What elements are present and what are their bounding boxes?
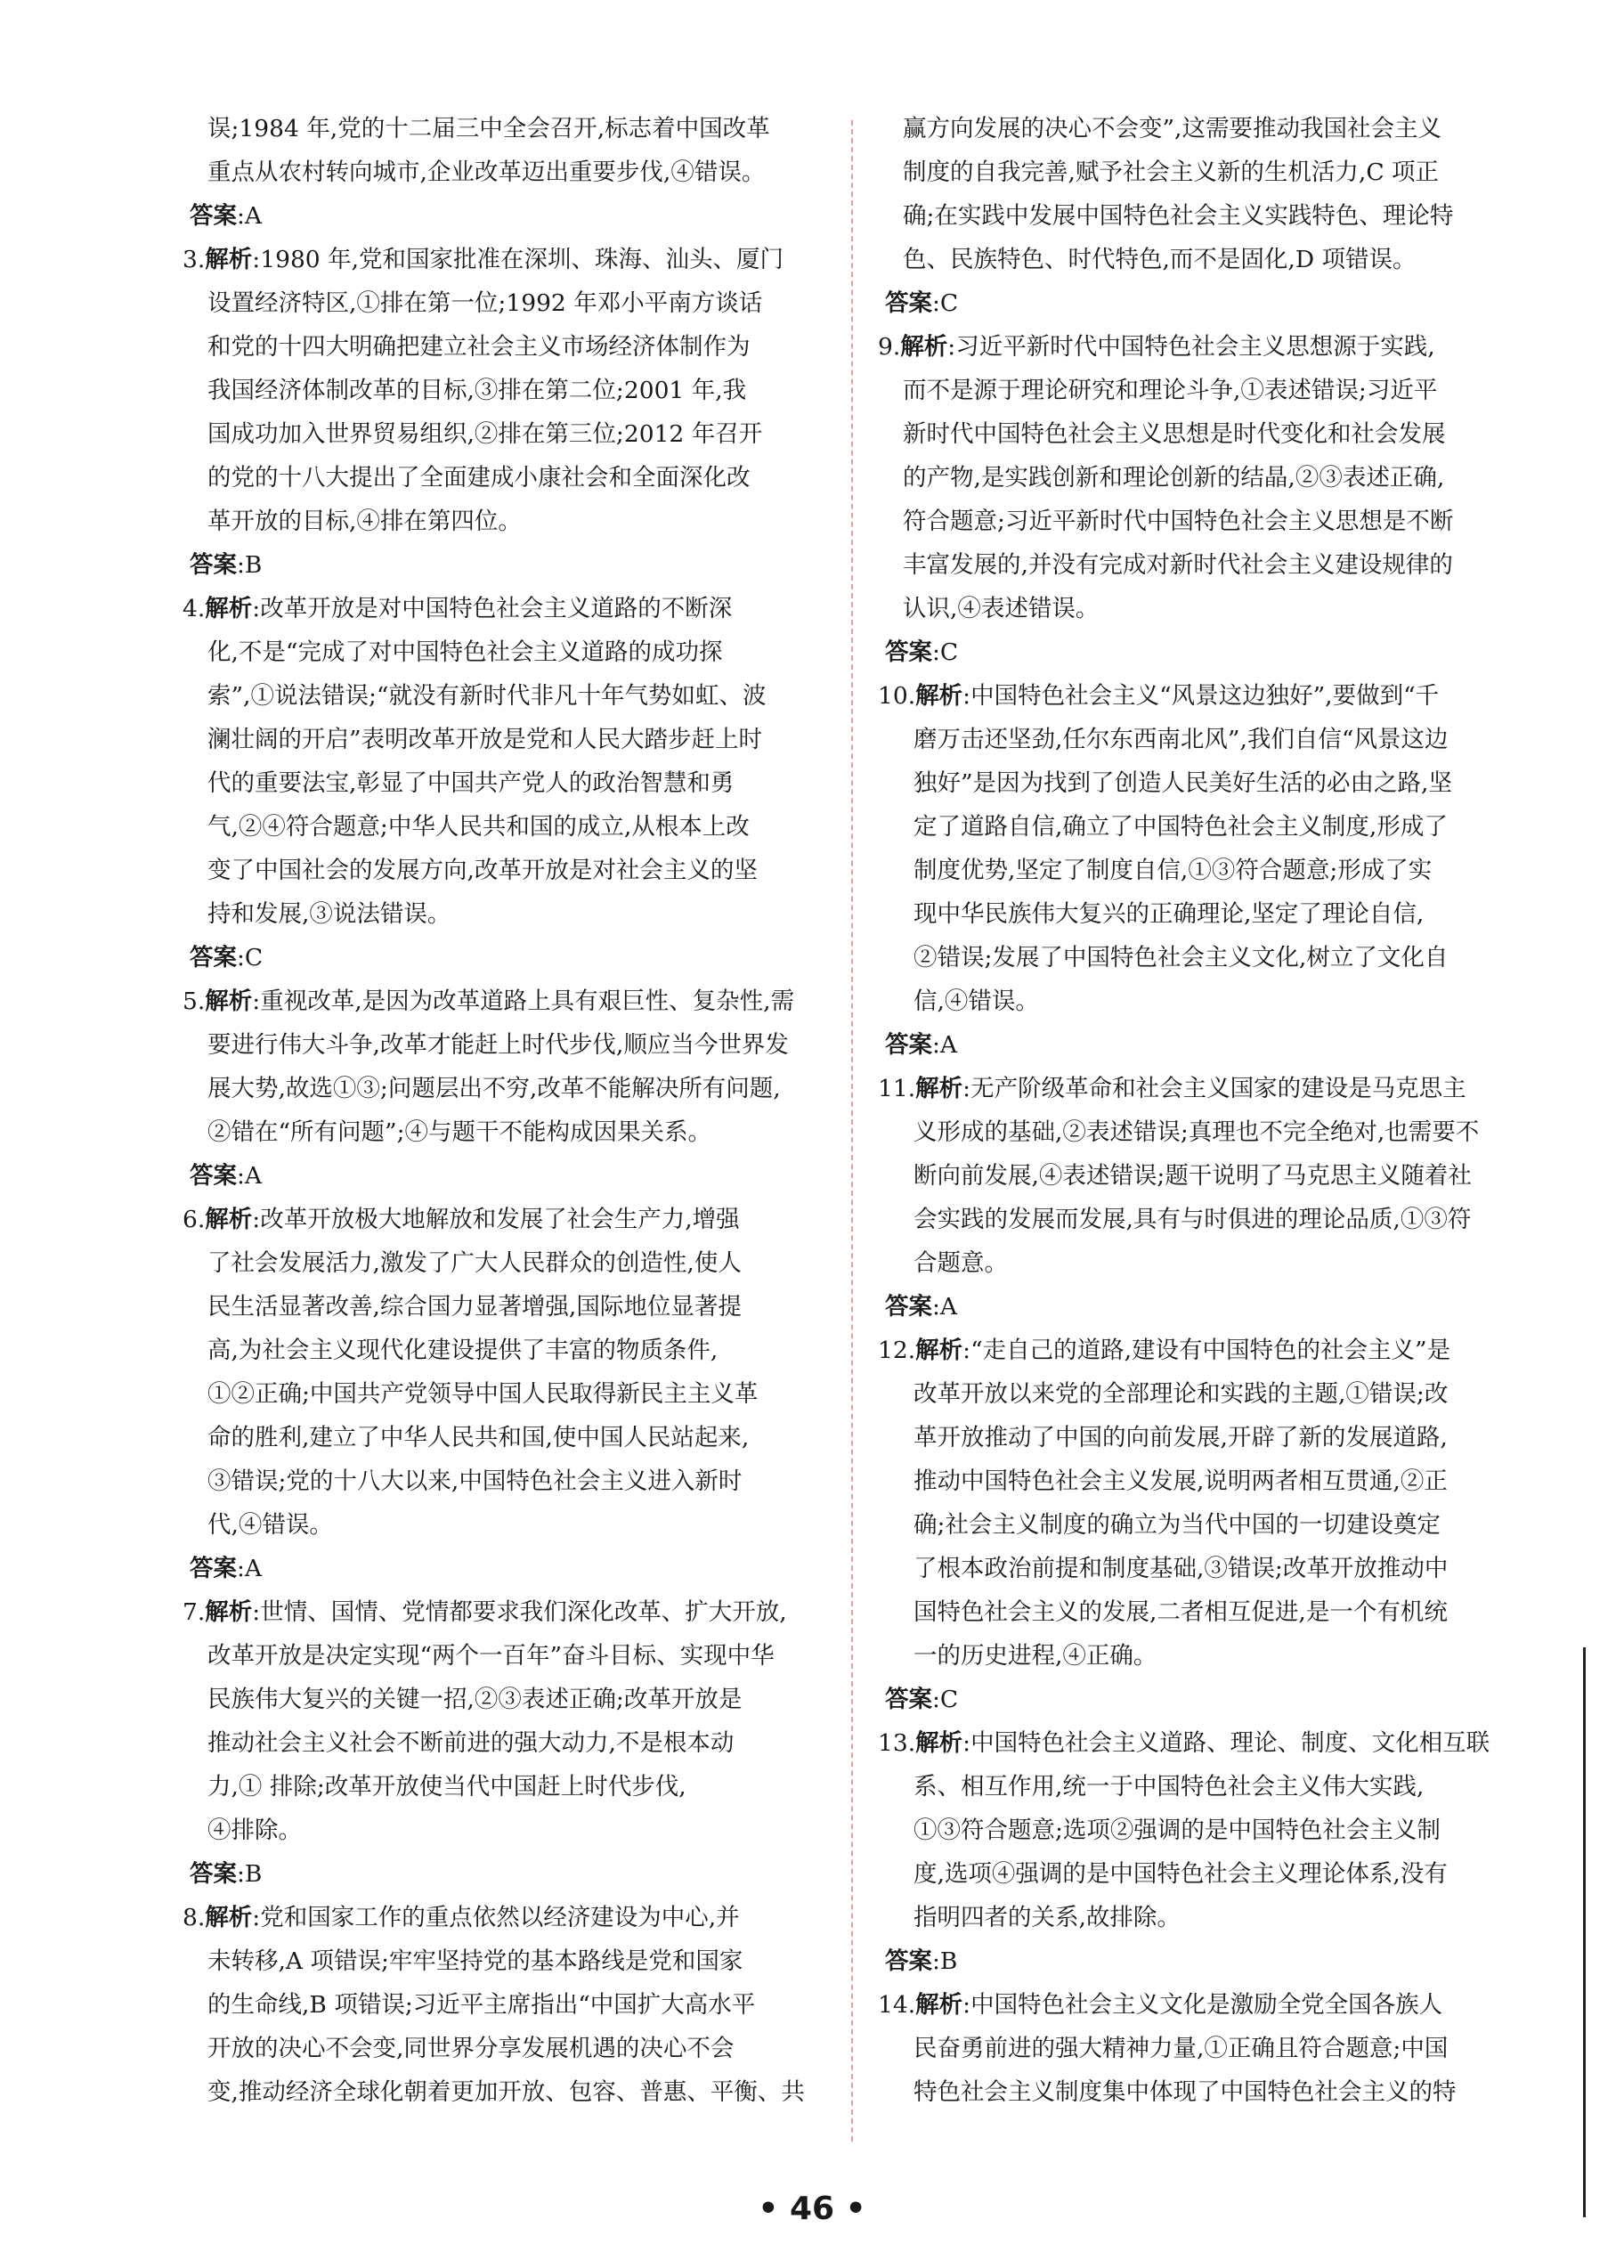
- line-text: 确;在实践中发展中国特色社会主义实践特色、理论特: [903, 202, 1454, 230]
- text-line: [183, 1765, 829, 1809]
- explanation-label: 解析: [205, 1206, 253, 1233]
- text-line: [878, 587, 1506, 630]
- text-line: [183, 849, 829, 892]
- text-line: [878, 849, 1506, 892]
- line-text: 民奋勇前进的强大精神力量,①正确且符合题意;中国: [914, 2035, 1449, 2062]
- line-text: 推动中国特色社会主义发展,说明两者相互贯通,②正: [914, 1467, 1448, 1495]
- answer-line: [183, 194, 829, 238]
- line-text: 力,① 排除;改革开放使当代中国赶上时代步伐,: [207, 1773, 686, 1801]
- question-explanation-start: [183, 1198, 829, 1241]
- text-line: [878, 805, 1506, 849]
- line-text: :改革开放极大地解放和发展了社会生产力,增强: [252, 1206, 740, 1233]
- explanation-label: 解析: [205, 595, 253, 622]
- answer-line: [183, 543, 829, 587]
- line-text: :1980 年,党和国家批准在深圳、珠海、汕头、厦门: [252, 246, 784, 273]
- text-line: [878, 1241, 1506, 1285]
- line-text: 新时代中国特色社会主义思想是时代变化和社会发展: [903, 420, 1446, 448]
- line-text: 变了中国社会的发展方向,改革开放是对社会主义的坚: [207, 857, 758, 884]
- question-explanation-start: [183, 1590, 829, 1634]
- answer-value: :A: [237, 1555, 263, 1582]
- text-line: [878, 1590, 1506, 1634]
- left-column: [183, 107, 829, 2114]
- text-line: [183, 500, 829, 543]
- line-text: ②错在“所有问题”;④与题干不能构成因果关系。: [207, 1118, 712, 1146]
- text-line: [183, 1939, 829, 1983]
- text-line: [183, 1721, 829, 1765]
- text-line: [878, 1765, 1506, 1809]
- answer-label: 答案: [190, 1860, 237, 1888]
- text-line: [878, 369, 1506, 412]
- answer-line: [183, 1852, 829, 1896]
- text-line: [878, 718, 1506, 761]
- line-text: 设置经济特区,①排在第一位;1992 年邓小平南方谈话: [207, 289, 763, 317]
- text-line: [878, 761, 1506, 805]
- line-text: ②错误;发展了中国特色社会主义文化,树立了文化自: [914, 944, 1449, 971]
- answer-line: [878, 1939, 1506, 1983]
- question-explanation-start: [183, 238, 829, 281]
- text-line: [183, 412, 829, 456]
- text-line: [878, 500, 1506, 543]
- text-line: [183, 325, 829, 369]
- line-text: 化,不是“完成了对中国特色社会主义道路的成功探: [207, 638, 723, 666]
- line-text: :中国特色社会主义“风景这边独好”,要做到“千: [962, 682, 1440, 710]
- line-text: :中国特色社会主义道路、理论、制度、文化相互联: [962, 1729, 1490, 1757]
- text-line: [878, 456, 1506, 500]
- text-line: [878, 936, 1506, 980]
- line-text: 气,②④符合题意;中华人民共和国的成立,从根本上改: [207, 813, 750, 841]
- text-line: [183, 1983, 829, 2027]
- line-text: 的产物,是实践创新和理论创新的结晶,②③表述正确,: [903, 464, 1445, 492]
- question-number: 6.: [183, 1206, 206, 1233]
- answer-line: [878, 630, 1506, 674]
- line-text: :“走自己的道路,建设有中国特色的社会主义”是: [962, 1337, 1451, 1364]
- text-line: [183, 150, 829, 194]
- question-explanation-start: [878, 325, 1506, 369]
- text-line: [183, 1634, 829, 1678]
- text-line: [183, 718, 829, 761]
- line-text: 革开放推动了中国的向前发展,开辟了新的发展道路,: [914, 1424, 1448, 1451]
- line-text: 系、相互作用,统一于中国特色社会主义伟大实践,: [914, 1773, 1425, 1801]
- line-text: 断向前发展,④表述错误;题干说明了马克思主义随着社: [914, 1162, 1472, 1190]
- question-number: 12.: [878, 1337, 916, 1364]
- text-line: [878, 980, 1506, 1023]
- question-number: 9.: [878, 333, 901, 361]
- text-line: [878, 150, 1506, 194]
- line-text: ③错误;党的十八大以来,中国特色社会主义进入新时: [207, 1467, 743, 1495]
- question-explanation-start: [878, 1721, 1506, 1765]
- line-text: 义形成的基础,②表述错误;真理也不完全绝对,也需要不: [914, 1118, 1480, 1146]
- line-text: 了社会发展活力,激发了广大人民群众的创造性,使人: [207, 1249, 742, 1277]
- text-line: [878, 194, 1506, 238]
- answer-label: 答案: [190, 202, 237, 230]
- text-line: [878, 1198, 1506, 1241]
- text-line: [183, 1023, 829, 1067]
- column-divider: [851, 120, 853, 2142]
- answer-label: 答案: [190, 944, 237, 971]
- line-text: 的党的十八大提出了全面建成小康社会和全面深化改: [207, 464, 751, 492]
- line-text: 一的历史进程,④正确。: [914, 1642, 1157, 1670]
- question-explanation-start: [183, 980, 829, 1023]
- answer-value: :C: [932, 638, 959, 666]
- line-text: :世情、国情、党情都要求我们深化改革、扩大开放,: [252, 1598, 787, 1626]
- line-text: 特色社会主义制度集中体现了中国特色社会主义的特: [914, 2078, 1457, 2106]
- answer-value: :A: [237, 1162, 263, 1190]
- line-text: :重视改革,是因为改革道路上具有艰巨性、复杂性,需: [252, 988, 795, 1015]
- text-line: [878, 543, 1506, 587]
- line-text: 误;1984 年,党的十二届三中全会召开,标志着中国改革: [207, 115, 770, 142]
- line-text: :改革开放是对中国特色社会主义道路的不断深: [252, 595, 733, 622]
- text-line: [183, 674, 829, 718]
- line-text: 现中华民族伟大复兴的正确理论,坚定了理论自信,: [914, 900, 1425, 928]
- line-text: 指明四者的关系,故排除。: [914, 1904, 1181, 1931]
- line-text: 合题意。: [914, 1249, 1008, 1277]
- line-text: 定了道路自信,确立了中国特色社会主义制度,形成了: [914, 813, 1448, 841]
- line-text: 确;社会主义制度的确立为当代中国的一切建设奠定: [914, 1511, 1441, 1539]
- line-text: 国特色社会主义的发展,二者相互促进,是一个有机统: [914, 1598, 1448, 1626]
- question-number: 10.: [878, 682, 916, 710]
- answer-line: [183, 936, 829, 980]
- line-text: 色、民族特色、时代特色,而不是固化,D 项错误。: [903, 246, 1417, 273]
- line-text: 民生活显著改善,综合国力显著增强,国际地位显著提: [207, 1293, 742, 1321]
- line-text: 民族伟大复兴的关键一招,②③表述正确;改革开放是: [207, 1686, 743, 1713]
- question-number: 11.: [878, 1075, 916, 1102]
- answer-value: :A: [932, 1031, 958, 1059]
- text-line: [183, 2027, 829, 2070]
- text-line: [183, 1459, 829, 1503]
- explanation-label: 解析: [915, 1337, 963, 1364]
- answer-label: 答案: [885, 638, 932, 666]
- answer-label: 答案: [190, 1555, 237, 1582]
- explanation-label: 解析: [915, 1075, 963, 1102]
- line-text: ④排除。: [207, 1817, 302, 1844]
- text-line: [878, 238, 1506, 281]
- text-line: [183, 107, 829, 150]
- line-text: 制度优势,坚定了制度自信,①③符合题意;形成了实: [914, 857, 1433, 884]
- line-text: 持和发展,③说法错误。: [207, 900, 451, 928]
- question-number: 5.: [183, 988, 206, 1015]
- question-number: 13.: [878, 1729, 916, 1757]
- text-line: [878, 1416, 1506, 1459]
- line-text: 信,④错误。: [914, 988, 1039, 1015]
- line-text: 革开放的目标,④排在第四位。: [207, 508, 522, 535]
- answer-label: 答案: [885, 1686, 932, 1713]
- answer-line: [183, 1154, 829, 1198]
- question-number: 14.: [878, 1991, 916, 2019]
- text-line: [183, 1809, 829, 1852]
- text-line: [878, 1809, 1506, 1852]
- question-explanation-start: [878, 1329, 1506, 1372]
- line-text: 国成功加入世界贸易组织,②排在第三位;2012 年召开: [207, 420, 763, 448]
- text-line: [183, 369, 829, 412]
- text-line: [183, 761, 829, 805]
- line-text: ①②正确;中国共产党领导中国人民取得新民主主义革: [207, 1380, 759, 1408]
- line-text: 而不是源于理论研究和理论斗争,①表述错误;习近平: [903, 377, 1438, 404]
- text-line: [878, 1110, 1506, 1154]
- line-text: 和党的十四大明确把建立社会主义市场经济体制作为: [207, 333, 751, 361]
- line-text: 的生命线,B 项错误;习近平主席指出“中国扩大高水平: [207, 1991, 756, 2019]
- explanation-label: 解析: [900, 333, 948, 361]
- question-explanation-start: [878, 1067, 1506, 1110]
- question-number: 4.: [183, 595, 206, 622]
- text-line: [183, 892, 829, 936]
- page-edge-line: [1583, 1647, 1586, 2217]
- text-line: [183, 2070, 829, 2114]
- question-number: 7.: [183, 1598, 206, 1626]
- text-line: [878, 412, 1506, 456]
- page-number: • 46 •: [758, 2191, 866, 2227]
- answer-value: :A: [932, 1293, 958, 1321]
- line-text: :习近平新时代中国特色社会主义思想源于实践,: [947, 333, 1435, 361]
- answer-value: :C: [237, 944, 264, 971]
- answer-line: [878, 1678, 1506, 1721]
- text-line: [878, 1503, 1506, 1547]
- explanation-label: 解析: [205, 1904, 253, 1931]
- line-text: 丰富发展的,并没有完成对新时代社会主义建设规律的: [903, 551, 1453, 579]
- answer-line: [183, 1547, 829, 1590]
- line-text: 度,选项④强调的是中国特色社会主义理论体系,没有: [914, 1860, 1448, 1888]
- line-text: 了根本政治前提和制度基础,③错误;改革开放推动中: [914, 1555, 1449, 1582]
- line-text: :无产阶级革命和社会主义国家的建设是马克思主: [962, 1075, 1466, 1102]
- line-text: ①③符合题意;选项②强调的是中国特色社会主义制: [914, 1817, 1441, 1844]
- line-text: 展大势,故选①③;问题层出不穷,改革不能解决所有问题,: [207, 1075, 781, 1102]
- question-number: 8.: [183, 1904, 206, 1931]
- answer-value: :C: [932, 1686, 959, 1713]
- text-line: [878, 1154, 1506, 1198]
- text-line: [183, 630, 829, 674]
- question-explanation-start: [183, 1896, 829, 1939]
- explanation-label: 解析: [915, 682, 963, 710]
- line-text: 改革开放以来党的全部理论和实践的主题,①错误;改: [914, 1380, 1449, 1408]
- question-explanation-start: [878, 674, 1506, 718]
- text-line: [878, 1459, 1506, 1503]
- text-line: [183, 1110, 829, 1154]
- answer-line: [878, 281, 1506, 325]
- text-line: [878, 2070, 1506, 2114]
- line-text: 命的胜利,建立了中华人民共和国,使中国人民站起来,: [207, 1424, 750, 1451]
- line-text: 开放的决心不会变,同世界分享发展机遇的决心不会: [207, 2035, 735, 2062]
- answer-line: [878, 1285, 1506, 1329]
- text-line: [878, 1547, 1506, 1590]
- text-line: [183, 1372, 829, 1416]
- line-text: 未转移,A 项错误;牢牢坚持党的基本路线是党和国家: [207, 1947, 743, 1975]
- answer-value: :B: [932, 1947, 958, 1975]
- line-text: 改革开放是决定实现“两个一百年”奋斗目标、实现中华: [207, 1642, 775, 1670]
- answer-label: 答案: [885, 289, 932, 317]
- answer-label: 答案: [885, 1031, 932, 1059]
- text-line: [183, 805, 829, 849]
- right-column: [878, 107, 1506, 2114]
- text-line: [183, 1678, 829, 1721]
- answer-line: [878, 1023, 1506, 1067]
- text-line: [183, 1285, 829, 1329]
- explanation-label: 解析: [205, 246, 253, 273]
- line-text: 代,④错误。: [207, 1511, 333, 1539]
- answer-label: 答案: [885, 1947, 932, 1975]
- question-number: 3.: [183, 246, 206, 273]
- explanation-label: 解析: [205, 988, 253, 1015]
- line-text: 符合题意;习近平新时代中国特色社会主义思想是不断: [903, 508, 1454, 535]
- text-line: [183, 1241, 829, 1285]
- line-text: 赢方向发展的决心不会变”,这需要推动我国社会主义: [903, 115, 1441, 142]
- text-line: [183, 1416, 829, 1459]
- line-text: 认识,④表述错误。: [903, 595, 1100, 622]
- line-text: 会实践的发展而发展,具有与时俱进的理论品质,①③符: [914, 1206, 1472, 1233]
- text-line: [878, 1634, 1506, 1678]
- text-line: [878, 892, 1506, 936]
- line-text: 高,为社会主义现代化建设提供了丰富的物质条件,: [207, 1337, 719, 1364]
- line-text: 独好”是因为找到了创造人民美好生活的必由之路,坚: [914, 769, 1452, 797]
- line-text: :中国特色社会主义文化是激励全党全国各族人: [962, 1991, 1443, 2019]
- answer-label: 答案: [190, 551, 237, 579]
- question-explanation-start: [183, 587, 829, 630]
- line-text: :党和国家工作的重点依然以经济建设为中心,并: [252, 1904, 740, 1931]
- line-text: 制度的自我完善,赋予社会主义新的生机活力,C 项正: [903, 159, 1440, 186]
- line-text: 变,推动经济全球化朝着更加开放、包容、普惠、平衡、共: [207, 2078, 805, 2106]
- question-explanation-start: [878, 1983, 1506, 2027]
- line-text: 要进行伟大斗争,改革才能赶上时代步伐,顺应当今世界发: [207, 1031, 789, 1059]
- line-text: 代的重要法宝,彰显了中国共产党人的政治智慧和勇: [207, 769, 735, 797]
- explanation-label: 解析: [205, 1598, 253, 1626]
- line-text: 澜壮阔的开启”表明改革开放是党和人民大踏步赶上时: [207, 726, 763, 753]
- answer-value: :B: [237, 551, 263, 579]
- text-line: [878, 1852, 1506, 1896]
- line-text: 索”,①说法错误;“就没有新时代非凡十年气势如虹、波: [207, 682, 767, 710]
- answer-label: 答案: [885, 1293, 932, 1321]
- text-line: [183, 1067, 829, 1110]
- answer-value: :C: [932, 289, 959, 317]
- line-text: 磨万击还坚劲,任尔东西南北风”,我们自信“风景这边: [914, 726, 1449, 753]
- text-line: [183, 1503, 829, 1547]
- answer-label: 答案: [190, 1162, 237, 1190]
- text-line: [878, 107, 1506, 150]
- answer-value: :B: [237, 1860, 263, 1888]
- text-line: [878, 1896, 1506, 1939]
- line-text: 我国经济体制改革的目标,③排在第二位;2001 年,我: [207, 377, 747, 404]
- explanation-label: 解析: [915, 1991, 963, 2019]
- explanation-label: 解析: [915, 1729, 963, 1757]
- text-line: [183, 456, 829, 500]
- answer-value: :A: [237, 202, 263, 230]
- line-text: 重点从农村转向城市,企业改革迈出重要步伐,④错误。: [207, 159, 766, 186]
- text-line: [878, 2027, 1506, 2070]
- text-line: [183, 281, 829, 325]
- text-line: [183, 1329, 829, 1372]
- line-text: 推动社会主义社会不断前进的强大动力,不是根本动: [207, 1729, 735, 1757]
- text-line: [878, 1372, 1506, 1416]
